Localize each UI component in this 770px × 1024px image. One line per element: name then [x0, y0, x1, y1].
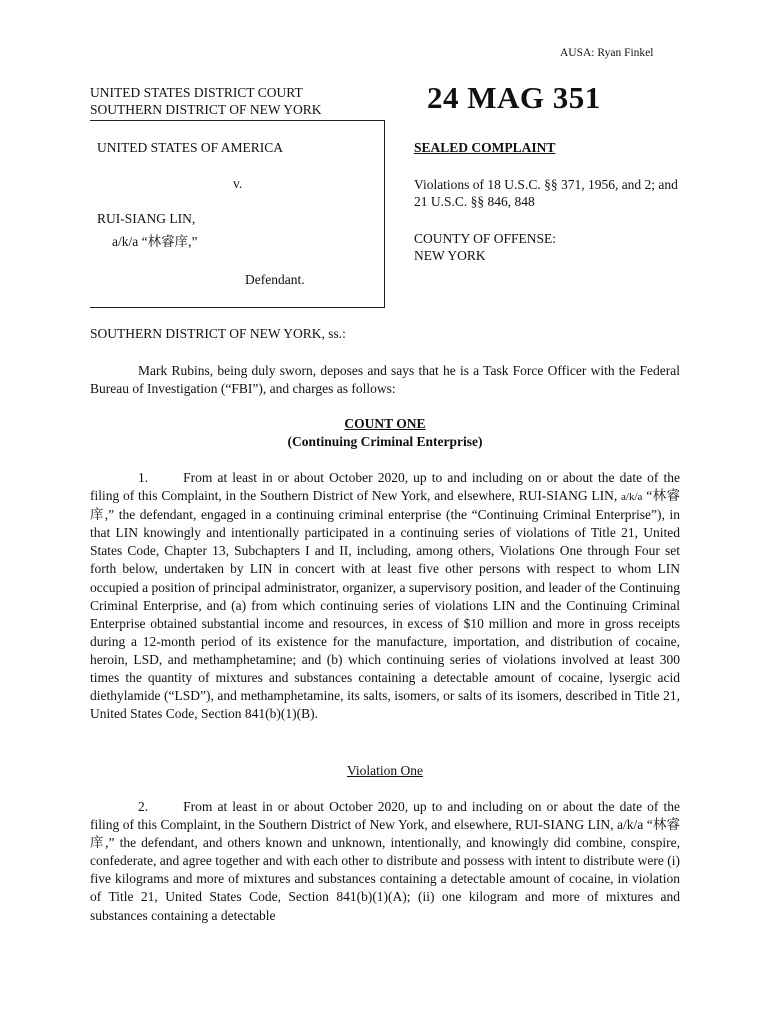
document-title: SEALED COMPLAINT [414, 140, 556, 155]
district-name: SOUTHERN DISTRICT OF NEW YORK [90, 102, 322, 117]
case-number: 24 MAG 351 [427, 80, 601, 115]
count-title: COUNT ONE [344, 416, 426, 431]
intro-paragraph [90, 362, 680, 398]
ausa-line: AUSA: Ryan Finkel [560, 47, 654, 59]
paragraph-text: From at least in or about October 2020, up to and including on or about the date of the filing of this Complaint, in the Southern District of New York, and elsewhere, RUI-SIANG LIN, [90, 470, 680, 504]
versus-label: v. [233, 176, 243, 191]
paragraph-text-cont: “林睿庠,” the defendant, engaged in a continuing criminal enterprise (the “Continuing Criminal Enterprise”), in that LIN knowingly and intentionally participated in a continuing series of violations of Title 21, United States Code, Chapter 13, Subchapters I and II, including, among others, Violations One through Four set forth below, undertaken by LIN in concert with at least five other persons with respect to whom LIN occupied a position of principal administrator, organizer, a supervisory position, and leader of the Continuing Criminal Enterprise, and (a) from which continuing series of violations LIN and the Continuing Criminal Enterprise obtained substantial income and resources, in excess of $10 million and more in gross receipts during a 12-month period of its existence for the manufacture, importation, and distribution of cocaine, heroin, LSD, and methamphetamine; and (b) which continuing series of violations involved at least 300 times the quantity of mixtures and substances containing a detectable amount of cocaine, lysergic acid diethylamide (“LSD”), and methamphetamine, its salts, isomers, or salts of its isomers, described in Title 21, United States Code, Section 841(b)(1)(B). [90, 488, 680, 722]
court-heading [90, 84, 322, 118]
defendant-name: RUI-SIANG LIN, [97, 211, 196, 226]
county-label: COUNTY OF OFFENSE: [414, 231, 557, 246]
plaintiff-name: UNITED STATES OF AMERICA [97, 140, 284, 155]
paragraph-text: From at least in or about October 2020, up to and including on or about the date of the filing of this Complaint, in the Southern District of New York, and elsewhere, RUI-SIANG LIN, a/k/a “林睿庠,” the defendant, and others known and unknown, intentionally, and knowingly did combine, conspire, confederate, and agree together and with each other to distribute and possess with intent to distribute were (i) five kilograms and more of mixtures and substances containing a detectable amount of cocaine, in violation of Title 21, United States Code, Section 841(b)(1)(A); (ii) one kilogram and more of mixtures and substances containing a detectable [90, 799, 680, 923]
paragraph-1 [90, 469, 680, 723]
intro-text: Mark Rubins, being duly sworn, deposes and says that he is a Task Force Officer with the Federal Bureau of Investigation (“FBI”), and charges as follows: [90, 363, 680, 396]
paragraph-number: 2. [138, 799, 149, 814]
defendant-aka: a/k/a “林睿庠,” [112, 234, 198, 249]
court-name: UNITED STATES DISTRICT COURT [90, 85, 303, 100]
county-of-offense [414, 230, 556, 264]
count-subtitle: (Continuing Criminal Enterprise) [287, 434, 483, 449]
defendant-label: Defendant. [245, 272, 305, 287]
violation-title: Violation One [346, 763, 424, 778]
county-value: NEW YORK [414, 248, 486, 263]
paragraph-number: 1. [138, 470, 149, 485]
violations-cited: Violations of 18 U.S.C. §§ 371, 1956, and 2; and 21 U.S.C. §§ 846, 848 [414, 177, 678, 209]
aka-abbrev: a/k/a [621, 491, 643, 504]
paragraph-2 [90, 798, 680, 925]
venue-line: SOUTHERN DISTRICT OF NEW YORK, ss.: [90, 326, 346, 341]
